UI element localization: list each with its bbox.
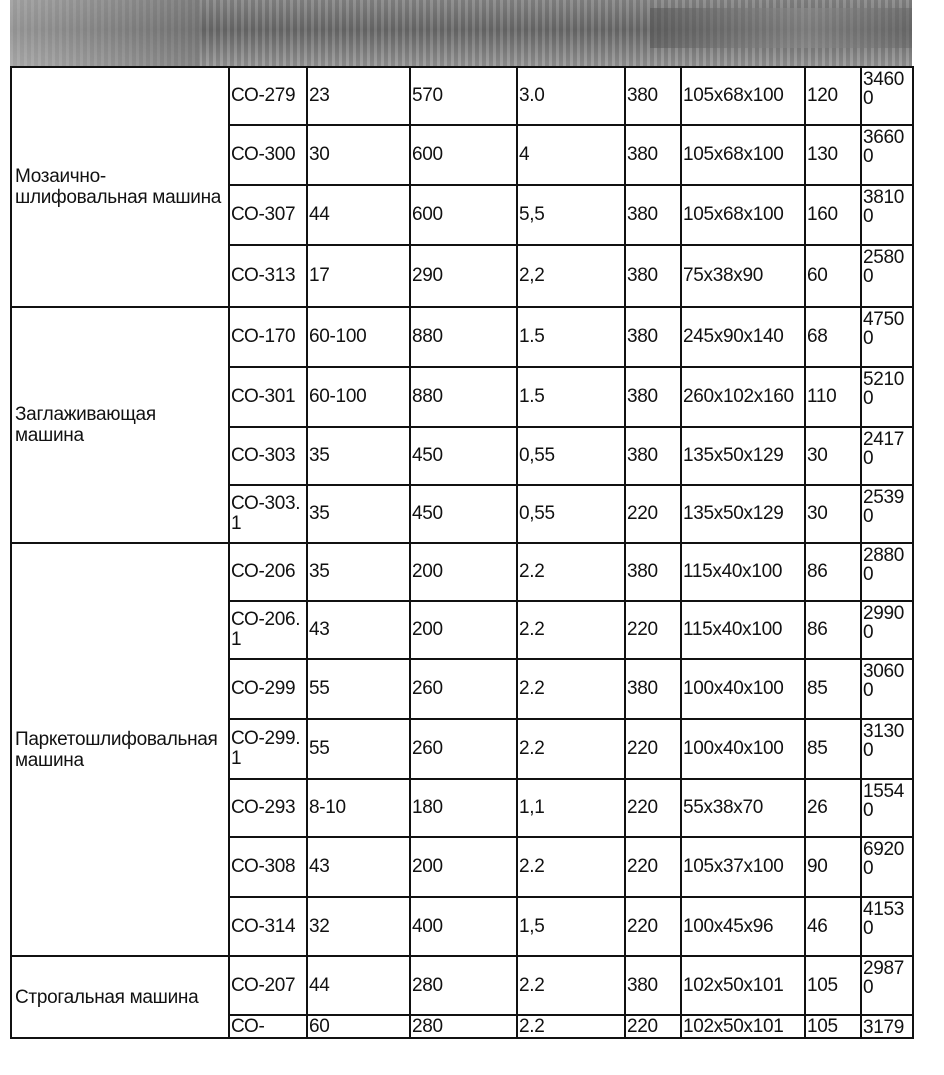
voltage-cell: 220 [625, 897, 681, 956]
voltage-cell: 380 [625, 659, 681, 719]
machine-type-cell: Мозаично-шлифовальная машина [11, 67, 229, 307]
model-cell: СО-303 [229, 427, 307, 485]
dimensions-cell: 100x45x96 [681, 897, 805, 956]
mass-cell: 105 [805, 956, 861, 1015]
price-cell: 38100 [861, 185, 913, 245]
model-cell: СО-301 [229, 367, 307, 427]
productivity-cell: 43 [307, 601, 410, 659]
grip-cell: 600 [410, 185, 517, 245]
model-cell: СО-170 [229, 307, 307, 367]
model-cell: СО-314 [229, 897, 307, 956]
price-cell: 69200 [861, 837, 913, 897]
grip-cell: 280 [410, 1015, 517, 1038]
productivity-cell: 17 [307, 245, 410, 307]
model-cell: СО- [229, 1015, 307, 1038]
price-cell: 29870 [861, 956, 913, 1015]
voltage-cell: 380 [625, 125, 681, 185]
power-cell: 2.2 [517, 1015, 625, 1038]
grip-cell: 260 [410, 719, 517, 779]
power-cell: 0,55 [517, 485, 625, 543]
dimensions-cell: 115x40x100 [681, 601, 805, 659]
dimensions-cell: 105x68x100 [681, 125, 805, 185]
dimensions-cell: 260x102x160 [681, 367, 805, 427]
productivity-cell: 55 [307, 719, 410, 779]
productivity-cell: 43 [307, 837, 410, 897]
power-cell: 1,5 [517, 897, 625, 956]
model-cell: СО-206.1 [229, 601, 307, 659]
voltage-cell: 380 [625, 245, 681, 307]
price-cell: 25800 [861, 245, 913, 307]
machine-type-cell: Паркетошлифовальная машина [11, 543, 229, 956]
productivity-cell: 23 [307, 67, 410, 125]
table-row [11, 67, 913, 125]
machines-table [10, 66, 914, 1039]
voltage-cell: 220 [625, 485, 681, 543]
mass-cell: 105 [805, 1015, 861, 1038]
mass-cell: 46 [805, 897, 861, 956]
grip-cell: 290 [410, 245, 517, 307]
mass-cell: 60 [805, 245, 861, 307]
mass-cell: 85 [805, 719, 861, 779]
voltage-cell: 220 [625, 779, 681, 837]
dimensions-cell: 115x40x100 [681, 543, 805, 601]
mass-cell: 160 [805, 185, 861, 245]
price-cell: 3179 [861, 1015, 913, 1038]
dimensions-cell: 135x50x129 [681, 485, 805, 543]
productivity-cell: 60 [307, 1015, 410, 1038]
header-smudge-right [650, 8, 912, 48]
dimensions-cell: 75x38x90 [681, 245, 805, 307]
voltage-cell: 380 [625, 67, 681, 125]
model-cell: СО-303.1 [229, 485, 307, 543]
power-cell: 2,2 [517, 245, 625, 307]
mass-cell: 30 [805, 427, 861, 485]
grip-cell: 260 [410, 659, 517, 719]
productivity-cell: 44 [307, 956, 410, 1015]
voltage-cell: 380 [625, 956, 681, 1015]
grip-cell: 200 [410, 543, 517, 601]
price-cell: 29900 [861, 601, 913, 659]
grip-cell: 570 [410, 67, 517, 125]
power-cell: 1.5 [517, 367, 625, 427]
voltage-cell: 220 [625, 837, 681, 897]
mass-cell: 130 [805, 125, 861, 185]
productivity-cell: 55 [307, 659, 410, 719]
productivity-cell: 32 [307, 897, 410, 956]
grip-cell: 600 [410, 125, 517, 185]
power-cell: 2.2 [517, 837, 625, 897]
mass-cell: 68 [805, 307, 861, 367]
dimensions-cell: 55x38x70 [681, 779, 805, 837]
productivity-cell: 60-100 [307, 367, 410, 427]
power-cell: 4 [517, 125, 625, 185]
table-row [11, 307, 913, 367]
voltage-cell: 380 [625, 367, 681, 427]
price-cell: 24170 [861, 427, 913, 485]
mass-cell: 86 [805, 543, 861, 601]
grip-cell: 200 [410, 837, 517, 897]
power-cell: 5,5 [517, 185, 625, 245]
price-cell: 36600 [861, 125, 913, 185]
mass-cell: 90 [805, 837, 861, 897]
productivity-cell: 44 [307, 185, 410, 245]
voltage-cell: 380 [625, 543, 681, 601]
grip-cell: 400 [410, 897, 517, 956]
power-cell: 2.2 [517, 543, 625, 601]
productivity-cell: 60-100 [307, 307, 410, 367]
mass-cell: 86 [805, 601, 861, 659]
model-cell: СО-307 [229, 185, 307, 245]
productivity-cell: 35 [307, 543, 410, 601]
header-smudge-left [10, 0, 200, 66]
productivity-cell: 30 [307, 125, 410, 185]
voltage-cell: 380 [625, 185, 681, 245]
price-cell: 25390 [861, 485, 913, 543]
power-cell: 0,55 [517, 427, 625, 485]
dimensions-cell: 100x40x100 [681, 659, 805, 719]
price-cell: 15540 [861, 779, 913, 837]
grip-cell: 200 [410, 601, 517, 659]
machine-type-cell: Заглаживающая машина [11, 307, 229, 543]
grip-cell: 880 [410, 307, 517, 367]
power-cell: 1.5 [517, 307, 625, 367]
mass-cell: 120 [805, 67, 861, 125]
price-cell: 41530 [861, 897, 913, 956]
mass-cell: 30 [805, 485, 861, 543]
voltage-cell: 220 [625, 1015, 681, 1038]
power-cell: 3.0 [517, 67, 625, 125]
dimensions-cell: 105x68x100 [681, 185, 805, 245]
table-body [11, 67, 913, 1038]
price-cell: 31300 [861, 719, 913, 779]
machine-type-cell: Строгальная машина [11, 956, 229, 1038]
model-cell: СО-279 [229, 67, 307, 125]
dimensions-cell: 102x50x101 [681, 1015, 805, 1038]
grip-cell: 880 [410, 367, 517, 427]
grip-cell: 450 [410, 485, 517, 543]
dimensions-cell: 100x40x100 [681, 719, 805, 779]
power-cell: 2.2 [517, 659, 625, 719]
mass-cell: 26 [805, 779, 861, 837]
voltage-cell: 380 [625, 427, 681, 485]
model-cell: СО-308 [229, 837, 307, 897]
price-cell: 30600 [861, 659, 913, 719]
productivity-cell: 35 [307, 485, 410, 543]
model-cell: СО-299.1 [229, 719, 307, 779]
grip-cell: 180 [410, 779, 517, 837]
power-cell: 2.2 [517, 956, 625, 1015]
dimensions-cell: 135x50x129 [681, 427, 805, 485]
scanned-header-band [10, 0, 912, 66]
dimensions-cell: 102x50x101 [681, 956, 805, 1015]
price-cell: 52100 [861, 367, 913, 427]
productivity-cell: 8-10 [307, 779, 410, 837]
table-row [11, 543, 913, 601]
dimensions-cell: 105x68x100 [681, 67, 805, 125]
voltage-cell: 220 [625, 601, 681, 659]
table-row [11, 956, 913, 1015]
grip-cell: 450 [410, 427, 517, 485]
power-cell: 2.2 [517, 601, 625, 659]
dimensions-cell: 245x90x140 [681, 307, 805, 367]
mass-cell: 85 [805, 659, 861, 719]
price-cell: 47500 [861, 307, 913, 367]
dimensions-cell: 105x37x100 [681, 837, 805, 897]
price-cell: 34600 [861, 67, 913, 125]
model-cell: СО-207 [229, 956, 307, 1015]
power-cell: 1,1 [517, 779, 625, 837]
model-cell: СО-299 [229, 659, 307, 719]
power-cell: 2.2 [517, 719, 625, 779]
price-cell: 28800 [861, 543, 913, 601]
model-cell: СО-206 [229, 543, 307, 601]
grip-cell: 280 [410, 956, 517, 1015]
voltage-cell: 220 [625, 719, 681, 779]
model-cell: СО-313 [229, 245, 307, 307]
model-cell: СО-300 [229, 125, 307, 185]
productivity-cell: 35 [307, 427, 410, 485]
model-cell: СО-293 [229, 779, 307, 837]
voltage-cell: 380 [625, 307, 681, 367]
mass-cell: 110 [805, 367, 861, 427]
